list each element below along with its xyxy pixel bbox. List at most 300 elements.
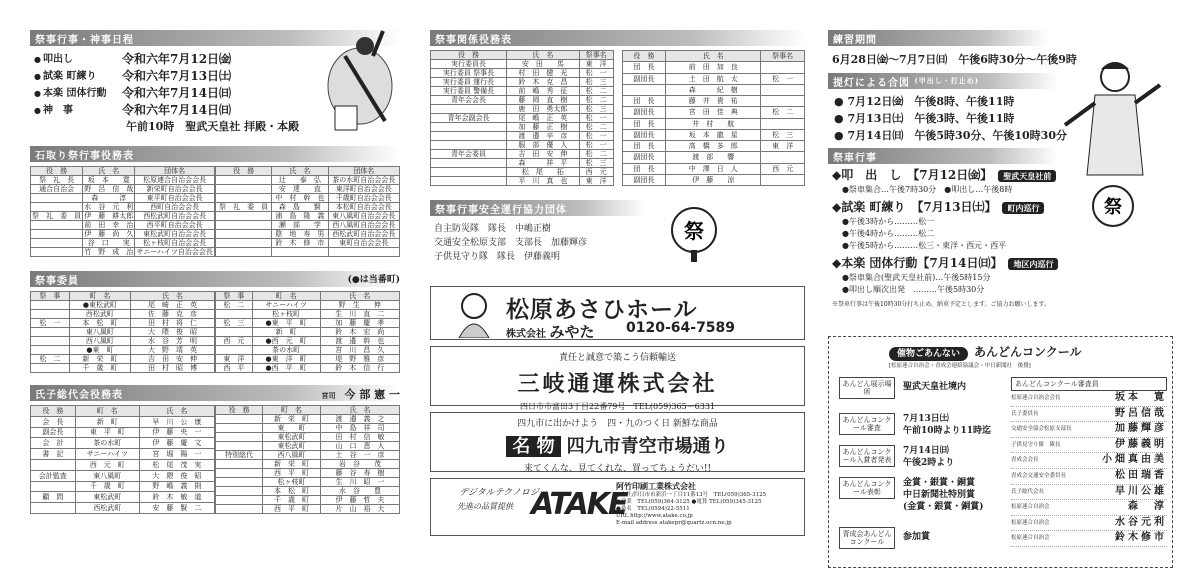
event-2-sub: ●午後3時から………松一 <box>842 217 935 226</box>
left-column <box>30 30 400 514</box>
table-cell: 中 島 祥 司 <box>320 424 399 433</box>
table-cell: 実行委員 警備長 <box>431 87 507 96</box>
table-cell: 東松武町 <box>75 492 139 503</box>
table-cell <box>216 248 272 257</box>
ad1-tel: 0120-64-7589 <box>626 320 736 336</box>
table-cell: サニーハイツ <box>75 449 139 460</box>
table-cell: 西 元 町 <box>75 459 139 470</box>
table-cell: 鈴 木 信 行 <box>320 364 400 373</box>
judge-role: 松原連合自治会 <box>1011 535 1050 542</box>
table-header: 役 務 <box>31 167 83 176</box>
table-header: 氏 名 <box>320 406 399 415</box>
fan-label: 祭 <box>1104 197 1122 218</box>
table-cell <box>216 496 263 505</box>
table-cell <box>761 152 805 163</box>
table-row <box>622 174 805 185</box>
table-cell <box>216 230 272 239</box>
table-cell: 西松武町自治会会長 <box>135 212 215 221</box>
table-cell: 渡 邉 辛 彦 <box>506 132 579 141</box>
table-cell: 副団長 <box>622 73 666 84</box>
table-cell: 佐 藤 克 彦 <box>131 310 215 319</box>
table-row <box>216 469 400 478</box>
table-cell: 水 谷 元 利 <box>84 203 134 211</box>
table-row <box>216 203 400 212</box>
event-3-place: 地区内巡行 <box>1008 258 1058 270</box>
table-header: 祭事名 <box>761 51 805 62</box>
table-cell: 田 村 信 敏 <box>320 433 399 442</box>
concours-value: 7月13日㈯ 午前10時より11時迄 <box>903 414 992 436</box>
table-cell <box>761 174 805 185</box>
judge-name: 松田瑞香 <box>1115 469 1167 481</box>
table-row <box>31 337 215 346</box>
table-row <box>31 328 215 337</box>
table-cell: 野 呂 信 哉 <box>84 185 134 193</box>
judge-name: 水谷元利 <box>1115 516 1167 528</box>
table-cell: 伊 藤 慶 文 <box>139 438 214 449</box>
table-cell: 松 尾 茂 実 <box>139 459 214 470</box>
table-cell: 東 洋 <box>579 177 613 186</box>
table-cell: 水 谷 豊 <box>320 487 399 496</box>
table-cell: 西 元 <box>579 168 613 177</box>
table-row <box>622 62 805 73</box>
table-cell <box>431 141 507 150</box>
event-3-sub: ●祭車集合(聖武天皇社前)…午後5時15分 <box>842 273 991 282</box>
table-cell: 瀬 部 学 <box>272 221 328 230</box>
table-cell <box>31 301 70 310</box>
event-heading: 祭車行事 <box>828 148 1058 164</box>
table-cell: 西 元 <box>761 163 805 174</box>
table-header: 町 名 <box>263 406 321 415</box>
ad4-copy1: デジタルテクノロジー <box>459 488 548 498</box>
table-cell: 松 三 <box>761 129 805 140</box>
ad1-company <box>506 321 603 342</box>
table-cell: 団 長 <box>622 118 666 129</box>
table-cell: ●東松武町 <box>69 301 130 310</box>
table-cell: サニーハイツ <box>252 301 320 310</box>
concours-title-text: あんどんコンクール <box>974 345 1082 359</box>
table-cell: 茶の水町 <box>75 438 139 449</box>
table-header: 祭事名 <box>579 51 613 60</box>
table-cell: 生 川 昭 一 <box>320 478 399 487</box>
table-cell: 東八風町 <box>69 328 130 337</box>
table-row <box>431 114 614 123</box>
table-cell <box>216 478 263 487</box>
table-cell: 松 一 <box>31 319 70 328</box>
table-cell <box>216 424 263 433</box>
table-cell <box>31 221 83 230</box>
table-row <box>622 118 805 129</box>
judge-row <box>1011 516 1167 532</box>
table-row <box>31 470 215 481</box>
ad-asahi-hall <box>430 286 805 340</box>
table-cell: 井 村 航 <box>666 118 761 129</box>
table-cell: 副団長 <box>622 152 666 163</box>
table-cell: 西松武町 <box>75 503 139 514</box>
ad4-line: ●桑名 TEL(0594)22-5511 <box>616 506 690 512</box>
table-cell: 松ヶ枝町 <box>252 310 320 319</box>
table-cell: 副団長 <box>622 129 666 140</box>
concours-value: 聖武天皇社境内 <box>903 382 967 392</box>
table-cell: ●東 町 <box>69 346 130 355</box>
table-cell: 田 村 昭 博 <box>131 364 215 373</box>
table-cell: 東 町 <box>263 424 321 433</box>
safety-item: 子供見守り隊 隊長 伊藤義明 <box>434 252 561 262</box>
table-cell <box>216 328 253 337</box>
related-table-left <box>430 50 614 186</box>
table-cell: 松 一 <box>579 141 613 150</box>
table-row <box>216 230 400 239</box>
ad4-line: URL http://www.atake.co.jp <box>616 513 693 519</box>
table-cell: 松 一 <box>579 114 613 123</box>
table-cell <box>216 221 272 230</box>
table-cell <box>31 481 76 492</box>
table-row <box>431 69 614 78</box>
table-row <box>622 152 805 163</box>
table-cell: 茶の水町 <box>252 346 320 355</box>
table-row <box>431 177 614 186</box>
judge-role: 子供見守り隊 隊長 <box>1011 441 1061 448</box>
table-cell: 東 洋 <box>579 60 613 69</box>
table-cell: 宮 田 佳 典 <box>666 107 761 118</box>
table-row <box>216 176 400 185</box>
table-row <box>31 212 215 221</box>
table-cell: 藤 谷 寿 樹 <box>320 469 399 478</box>
table-cell: 谷 口 実 <box>83 239 135 248</box>
table-cell <box>216 505 263 514</box>
judge-row <box>1011 469 1167 485</box>
table-cell: 祭 礼 委 員 <box>216 203 272 212</box>
table-row <box>216 221 400 230</box>
table-cell <box>431 177 507 186</box>
judges-heading: あんどんコンクール審査員 <box>1011 377 1167 391</box>
table-cell <box>31 248 83 257</box>
table-header: 役 務 <box>622 51 666 62</box>
judge-row <box>1011 407 1167 423</box>
table-row <box>216 415 400 424</box>
priest-name: 今 部 憲 一 <box>344 388 400 401</box>
table-cell: 村 田 健 光 <box>506 69 579 78</box>
table-row <box>216 185 400 194</box>
member-heading: 祭事委員 (●は当番町) <box>30 271 400 287</box>
table-cell: 藤 井 貴 祐 <box>666 96 761 107</box>
related-heading: 祭事関係役務表 <box>430 30 805 46</box>
table-cell: 渡 邉 義 之 <box>320 415 399 424</box>
judge-row <box>1011 500 1167 516</box>
table-header: 氏 名 <box>272 167 328 176</box>
table-cell <box>31 459 76 470</box>
judges-list <box>1011 377 1167 547</box>
table-cell: 顧 問 <box>31 492 76 503</box>
table-cell: 西平町自治会会長 <box>135 221 215 230</box>
concours-label: あんどんコンクール入賞者発表 <box>839 445 895 467</box>
table-cell <box>272 248 328 257</box>
event-1: ◆叩 出 し 【7月12日㈮】 聖武天皇社前 <box>832 167 1173 184</box>
table-cell: 青年会委員 <box>431 150 507 159</box>
table-cell: 鈴 木 修 市 <box>272 239 328 248</box>
ad4-line: ●営業 TEL(059)364-3125 ●電算 TEL(059)345-3125 <box>616 499 762 505</box>
table-row <box>31 301 215 310</box>
table-cell <box>431 105 507 114</box>
table-cell: 加 藤 正 樹 <box>506 123 579 132</box>
table-cell: 鹿 田 勇太郎 <box>506 105 579 114</box>
table-header: 役 務 <box>431 51 507 60</box>
schedule-label: ● 試楽 町練り <box>34 68 122 85</box>
table-row <box>31 239 215 248</box>
table-cell: 松 一 <box>579 69 613 78</box>
table-row <box>216 355 400 364</box>
table-cell: 松 三 <box>579 78 613 87</box>
table-cell <box>31 364 70 373</box>
table-cell: 会 長 <box>31 416 76 427</box>
ad2-tagline: 責任と誠意で築こう信頼輸送 <box>558 353 676 363</box>
table-cell: 伊 藤 耕太郎 <box>84 212 134 220</box>
table-row <box>622 73 805 84</box>
table-cell: 松 一 <box>579 132 613 141</box>
table-cell: 西 平 町 <box>263 469 321 478</box>
table-cell <box>31 203 83 212</box>
table-cell: 前 嶋 秀 征 <box>506 87 579 96</box>
table-cell: 浦 島 隆 義 <box>272 212 328 221</box>
table-cell: 松 二 <box>31 355 70 364</box>
member-note: (●は当番町) <box>347 275 400 285</box>
table-cell: 岩 谷 茂 <box>320 460 399 469</box>
table-cell: 吉 田 安 伸 <box>506 150 579 159</box>
table-row <box>31 355 215 364</box>
concours-title <box>889 343 1082 360</box>
table-cell <box>761 96 805 107</box>
table-cell: 松 二 <box>761 107 805 118</box>
table-cell: 東松武町 <box>263 442 321 451</box>
table-cell <box>761 84 805 95</box>
table-cell: 服 部 優 人 <box>506 141 579 150</box>
festival-fan-icon <box>668 206 720 262</box>
judge-role: 青成会交通安全委員長 <box>1011 472 1067 479</box>
table-row <box>216 212 400 221</box>
table-cell: 書 記 <box>31 449 76 460</box>
table-cell: 田 村 将 仁 <box>131 319 215 328</box>
schedule-label: ● 叩出し <box>34 51 122 68</box>
stone-table-right <box>215 166 400 257</box>
schedule-date: 令和六年7月13日㈯ <box>122 69 232 83</box>
table-header: 祭 事 <box>31 292 70 301</box>
table-cell: 西 元 <box>216 337 253 346</box>
concours-pill: 催物ごあんない <box>889 347 968 361</box>
safety-item: 交通安全松原支部 支部長 加藤輝彦 <box>434 238 588 248</box>
table-cell: 加 藤 慶 孝 <box>320 319 400 328</box>
schedule-date: 令和六年7月12日㈮ <box>122 52 232 66</box>
table-cell: 前 田 幸 治 <box>84 221 134 229</box>
ad3-title <box>431 432 804 458</box>
table-cell: 西 平 町 <box>263 505 321 514</box>
table-header: 町 名 <box>69 292 130 301</box>
table-row <box>216 460 400 469</box>
judge-role: 松原連合自治会 <box>1011 519 1050 526</box>
table-row <box>31 416 215 427</box>
table-cell: 辻 泰 弘 <box>272 176 328 185</box>
judge-name: 鈴木修市 <box>1115 532 1167 544</box>
table-row <box>431 150 614 159</box>
concours-label: 青成会あんどんコンクール <box>839 527 895 549</box>
table-cell <box>622 84 666 95</box>
schedule-label: ● 神 事 <box>34 102 122 119</box>
event-1-sub: ●祭車集合…午後7時30分 ●叩出し…午後8時 <box>842 185 1013 194</box>
concours-value: 参加賞 <box>903 532 931 542</box>
table-row <box>216 248 400 257</box>
table-row <box>622 96 805 107</box>
table-row <box>31 203 215 212</box>
judge-row <box>1011 485 1167 501</box>
judge-role: 氏子総代会長 <box>1011 488 1045 495</box>
table-cell: 東八風町自治会会長 <box>328 212 399 221</box>
table-cell: 宮 川 昌 久 <box>320 346 400 355</box>
table-cell <box>216 212 272 221</box>
middle-column <box>430 30 805 536</box>
table-row <box>622 163 805 174</box>
judge-row <box>1011 422 1167 438</box>
table-cell: 新 栄 町 <box>263 415 321 424</box>
table-cell <box>216 469 263 478</box>
table-row <box>216 364 400 373</box>
table-cell: 土 田 航 太 <box>666 73 761 84</box>
schedule-heading: 祭事行事・神事日程 <box>30 30 400 46</box>
table-cell: 坂 本 寛 <box>83 176 135 185</box>
table-row <box>216 346 400 355</box>
safety-item: 自主防災隊 隊長 中嶋正樹 <box>434 224 552 234</box>
table-row <box>431 141 614 150</box>
table-cell: 千 歳 町 <box>263 496 321 505</box>
judge-role: 青成会会長 <box>1011 457 1039 464</box>
judge-role: 松原連合自治会会長 <box>1011 395 1061 401</box>
table-row <box>622 107 805 118</box>
table-cell <box>31 337 70 346</box>
table-cell: 本 松 町 <box>263 487 321 496</box>
table-cell <box>431 159 507 168</box>
table-row <box>216 442 400 451</box>
table-cell: ●西 元 町 <box>252 337 320 346</box>
lantern-heading: 提灯による合図 (甲出し・打止め) <box>828 73 1058 89</box>
table-cell: 松 三 <box>216 319 253 328</box>
table-cell: 団 長 <box>622 141 666 152</box>
drummer-illustration-icon <box>315 26 400 138</box>
ad1-name: 松原あさひホール <box>506 297 698 323</box>
table-cell: 東洋町自治会会長 <box>328 185 399 194</box>
table-row <box>431 105 614 114</box>
table-cell: 前 田 加 良 <box>666 62 761 73</box>
table-cell <box>216 176 272 185</box>
table-cell: 祭 礼 長 <box>31 176 83 185</box>
ujiko-table-left <box>30 405 215 514</box>
table-cell: 新 町 <box>252 328 320 337</box>
ad1-prefix: 株式会社 <box>506 329 546 340</box>
table-row <box>31 438 215 449</box>
table-row <box>216 337 400 346</box>
table-cell <box>31 310 70 319</box>
table-cell: 新栄町自治会会長 <box>135 185 215 194</box>
ad3-sub: 来てくんな、見てくれな、買ってちょうだい!! <box>523 464 712 474</box>
table-row <box>31 427 215 438</box>
judge-name: 坂本 寛 <box>1115 392 1167 403</box>
table-cell: サニーハイツ自治会会長 <box>136 248 213 256</box>
event-3: ◆本楽 団体行動【7月14日㈰】 地区内巡行 <box>832 255 1173 272</box>
table-cell: 東町自治会会長 <box>328 239 399 248</box>
table-cell: 松 二 <box>579 150 613 159</box>
concours-label: あんどんコンクール表彰 <box>839 477 895 499</box>
table-cell: 大 野 靖 英 <box>131 346 215 355</box>
table-cell <box>31 230 83 239</box>
table-cell <box>31 328 70 337</box>
table-cell: 松 尾 拓 <box>506 168 579 177</box>
table-header: 団体名 <box>328 167 399 176</box>
table-cell: 松 二 <box>579 123 613 132</box>
table-row <box>31 503 215 514</box>
table-cell: 副団長 <box>622 174 666 185</box>
table-cell: 伊 藤 哲 夫 <box>320 496 399 505</box>
table-cell: 西八風町 <box>263 451 321 460</box>
table-cell <box>216 433 263 442</box>
ad4-logo-area <box>431 479 627 535</box>
table-cell <box>31 239 83 248</box>
table-cell: 生 川 直 二 <box>320 310 400 319</box>
table-cell: 平 川 真 也 <box>506 177 579 186</box>
table-cell: 千 歳 町 <box>75 481 139 492</box>
table-row <box>216 433 400 442</box>
table-cell: 東松武町 <box>263 433 321 442</box>
judge-name: 小畑真由美 <box>1102 454 1167 466</box>
stone-table-left <box>30 166 215 257</box>
table-row <box>216 328 400 337</box>
table-cell <box>216 460 263 469</box>
table-cell: 中 村 幹 也 <box>272 194 328 203</box>
ad4-logo: ATAKE <box>531 487 627 522</box>
table-cell <box>216 194 272 203</box>
table-cell: 千歳町自治会会長 <box>328 194 399 203</box>
table-cell <box>31 194 83 203</box>
mascot-icon <box>451 290 497 338</box>
table-cell: 松原連合自治会会長 <box>135 176 215 185</box>
table-cell: 尾 崎 正 英 <box>131 301 215 310</box>
table-cell: 本松町自治会会長 <box>328 203 399 212</box>
table-row <box>431 60 614 69</box>
related-table-right <box>622 50 806 186</box>
stone-heading: 石取り祭行事役務表 <box>30 146 400 162</box>
table-cell: 渡 邉 幹 也 <box>320 337 400 346</box>
table-cell: 通合自治会 <box>31 185 83 194</box>
table-cell <box>761 118 805 129</box>
judge-role: 松原連合自治会 <box>1011 504 1050 511</box>
table-header: 役 務 <box>31 406 76 417</box>
table-row <box>216 487 400 496</box>
ad4-line: E-mail address atakepr@quartz.ocn.ne.jp <box>616 520 732 526</box>
member-table-left <box>30 291 215 373</box>
table-header: 氏 名 <box>506 51 579 60</box>
judge-role: 交通安全協会松原支部長 <box>1011 426 1072 433</box>
lantern-item: ● 7月13日㈯ 午後3時、午後11時 <box>834 112 1015 125</box>
table-cell: 本 松 町 <box>69 319 130 328</box>
table-cell: 東 洋 <box>216 355 253 364</box>
table-cell <box>328 248 399 257</box>
table-cell: 竹 野 成 治 <box>84 248 134 256</box>
table-cell: ●東 平 町 <box>252 319 320 328</box>
table-cell <box>216 310 253 319</box>
table-cell: 宮 堀 陽 一 <box>139 449 214 460</box>
table-cell: 藤 岡 直 樹 <box>506 96 579 105</box>
judge-name: 野呂信哉 <box>1115 407 1167 419</box>
table-row <box>216 310 400 319</box>
table-cell: 松ヶ枝町自治会会長 <box>135 239 215 248</box>
table-row <box>431 159 614 168</box>
concours-value: 金賞・銀賞・銅賞 中日新聞社特別賞 (金賞・銀賞・銅賞) <box>903 478 984 512</box>
table-row <box>216 424 400 433</box>
